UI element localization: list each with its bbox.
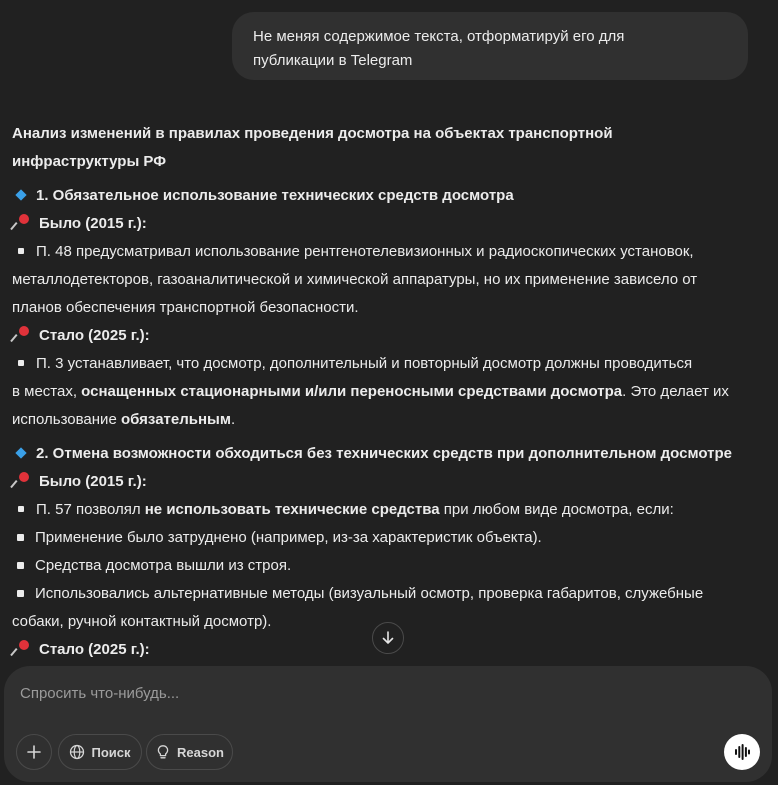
- paragraph-line: металлодетекторов, газоаналитической и химической аппаратуры, но их применение зависело от: [12, 271, 698, 288]
- attach-button[interactable]: [16, 734, 52, 770]
- plus-icon: [26, 744, 42, 760]
- paragraph-line: собаки, ручной контактный досмотр).: [12, 613, 272, 630]
- paragraph-line: планов обеспечения транспортной безопасности.: [12, 299, 359, 316]
- before-label: Было (2015 г.):: [12, 468, 752, 496]
- pushpin-icon: [13, 639, 31, 657]
- square-bullet-icon: [18, 248, 24, 254]
- pushpin-icon: [13, 325, 31, 343]
- search-button-label: Поиск: [91, 744, 131, 760]
- list-item: Средства досмотра вышли из строя.: [12, 552, 752, 580]
- paragraph: П. 3 устанавливает, что досмотр, дополнительный и повторный досмотр должны проводиться: [12, 350, 752, 378]
- message-title: Анализ изменений в правилах проведения досмотра на объектах транспортной инфраструктуры РФ: [12, 125, 613, 170]
- after-label: Стало (2025 г.):: [12, 322, 752, 350]
- user-message-bubble: [232, 12, 748, 80]
- search-button[interactable]: [58, 734, 142, 770]
- square-bullet-icon: [17, 590, 24, 597]
- prompt-input[interactable]: [20, 680, 620, 706]
- composer: [4, 666, 772, 782]
- square-bullet-icon: [17, 534, 24, 541]
- pushpin-icon: [13, 213, 31, 231]
- lightbulb-icon: [155, 744, 171, 760]
- square-bullet-icon: [18, 360, 24, 366]
- square-bullet-icon: [17, 562, 24, 569]
- square-bullet-icon: [18, 506, 24, 512]
- after-label: Стало (2025 г.):: [12, 636, 752, 664]
- arrow-down-icon: [380, 630, 396, 646]
- list-item: Использовались альтернативные методы (визуальный осмотр, проверка габаритов, служебные: [12, 580, 752, 608]
- before-label: Было (2015 г.):: [12, 210, 752, 238]
- paragraph: П. 48 предусматривал использование рентгенотелевизионных и радиоскопических установок,: [12, 238, 752, 266]
- user-message-line: Не меняя содержимое текста, отформатируй его для: [253, 28, 625, 45]
- globe-icon: [69, 744, 85, 760]
- blue-diamond-icon: [15, 447, 26, 458]
- blue-diamond-icon: [15, 189, 26, 200]
- user-message-line: публикации в Telegram: [253, 52, 413, 69]
- paragraph: П. 57 позволял не использовать технические средства при любом виде досмотра, если:: [12, 496, 752, 524]
- reason-button-label: Reason: [177, 744, 224, 760]
- voice-waveform-icon: [733, 743, 751, 761]
- paragraph-line: в местах, оснащенных стационарными и/или переносными средствами досмотра. Это делает их: [12, 383, 729, 400]
- pushpin-icon: [13, 471, 31, 489]
- section-heading: 1. Обязательное использование технических средств досмотра: [12, 182, 752, 210]
- reason-button[interactable]: [146, 734, 233, 770]
- section-heading: 2. Отмена возможности обходиться без технических средств при дополнительном досмотре: [12, 440, 752, 468]
- voice-mode-button[interactable]: [724, 734, 760, 770]
- paragraph-line: использование обязательным.: [12, 411, 236, 428]
- assistant-message: [12, 120, 752, 664]
- scroll-to-bottom-button[interactable]: [372, 622, 404, 654]
- list-item: Применение было затруднено (например, из-за характеристик объекта).: [12, 524, 752, 552]
